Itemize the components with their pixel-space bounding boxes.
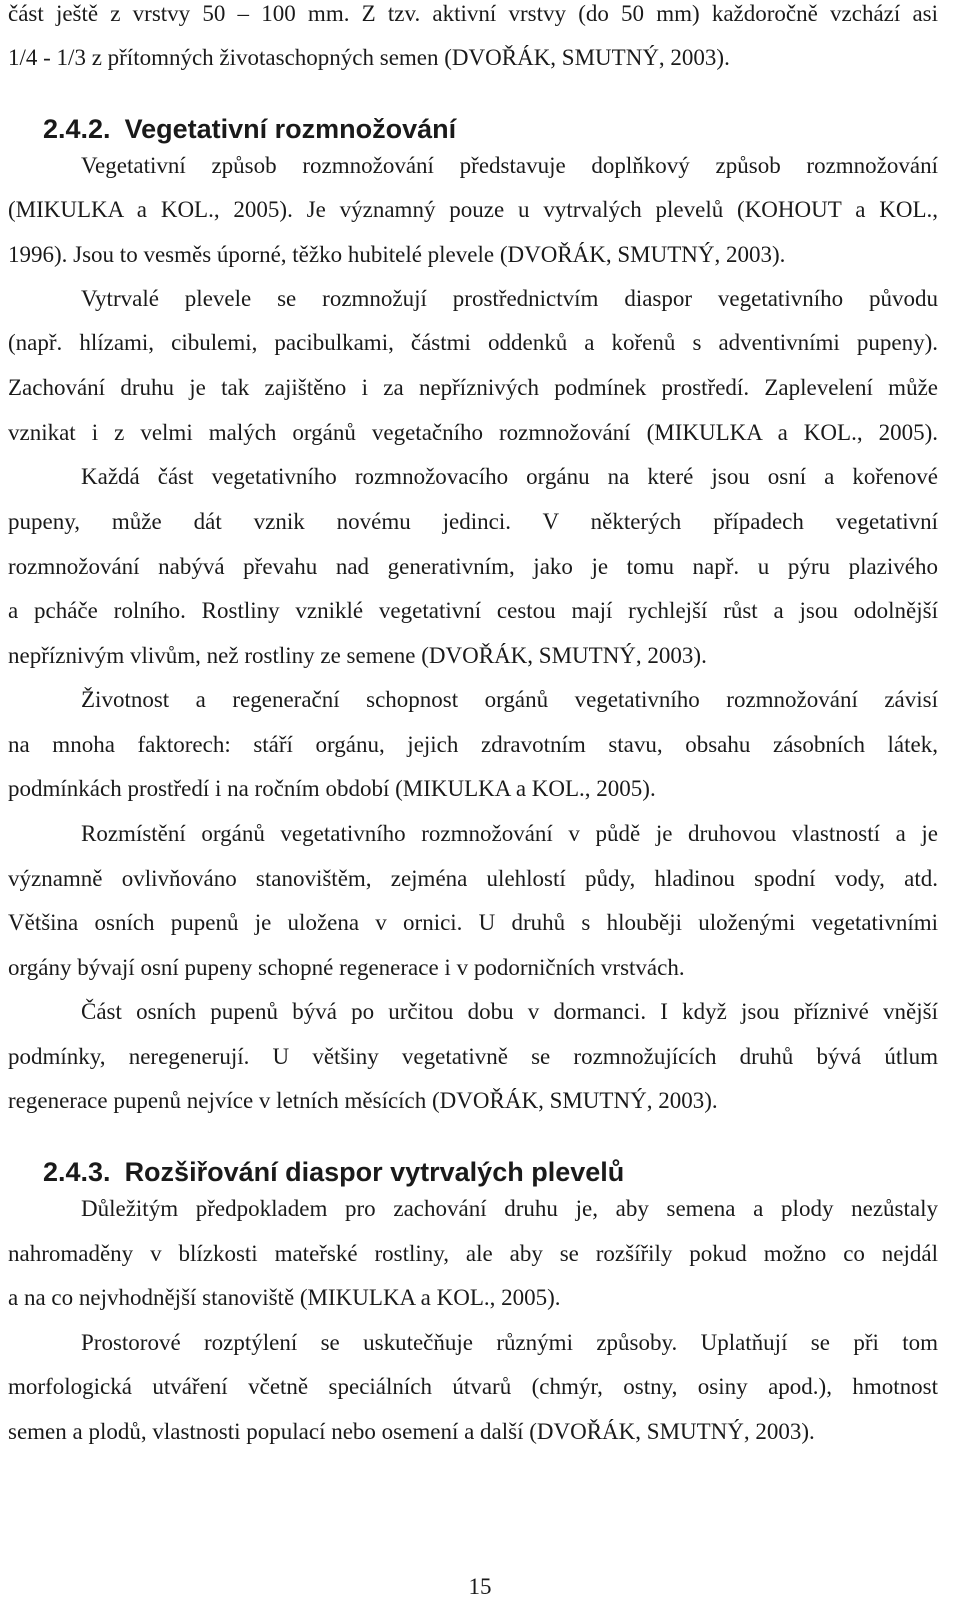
text-line: 1996). Jsou to vesměs úporné, těžko hubitelé plevele (DVOŘÁK, SMUTNÝ, 2003).: [8, 242, 786, 267]
section-heading-2-4-2: [43, 113, 456, 145]
text-line: podmínkách prostředí i na ročním období (MIKULKA a KOL., 2005).: [8, 776, 656, 801]
text-line: Zachování druhu je tak zajištěno i za nepříznivých podmínek prostředí. Zaplevelení může: [8, 375, 938, 400]
text-line: Důležitým předpokladem pro zachování druhu je, aby semena a plody nezůstaly: [81, 1196, 938, 1221]
text-line: morfologická utváření včetně speciálních útvarů (chmýr, ostny, osiny apod.), hmotnost: [8, 1374, 938, 1399]
text-line: vznikat i z velmi malých orgánů vegetačního rozmnožování (MIKULKA a KOL., 2005).: [8, 420, 938, 445]
text-line: pupeny, může dát vznik novému jedinci. V některých případech vegetativní: [8, 509, 938, 534]
heading-number: 2.4.2.: [43, 114, 111, 144]
text-line: rozmnožování nabývá převahu nad generativním, jako je tomu např. u pýru plazivého: [8, 554, 938, 579]
text-line: regenerace pupenů nejvíce v letních měsících (DVOŘÁK, SMUTNÝ, 2003).: [8, 1088, 718, 1113]
text-line: podmínky, neregenerují. U většiny vegetativně se rozmnožujících druhů bývá útlum: [8, 1044, 938, 1069]
text-line: Část osních pupenů bývá po určitou dobu v dormanci. I když jsou příznivé vnější: [81, 999, 938, 1024]
text-line: Vegetativní způsob rozmnožování představuje doplňkový způsob rozmnožování: [81, 153, 938, 178]
text-line: Vytrvalé plevele se rozmnožují prostřednictvím diaspor vegetativního původu: [81, 286, 938, 311]
heading-title: Rozšiřování diaspor vytrvalých plevelů: [124, 1157, 625, 1187]
text-line: Prostorové rozptýlení se uskutečňuje různými způsoby. Uplatňují se při tom: [81, 1330, 938, 1355]
text-line: nepříznivým vlivům, než rostliny ze semene (DVOŘÁK, SMUTNÝ, 2003).: [8, 643, 707, 668]
heading-number: 2.4.3.: [43, 1157, 111, 1187]
text-line: 1/4 - 1/3 z přítomných životaschopných semen (DVOŘÁK, SMUTNÝ, 2003).: [8, 45, 730, 70]
text-line: část ještě z vrstvy 50 – 100 mm. Z tzv. aktivní vrstvy (do 50 mm) každoročně vzchází asi: [8, 1, 938, 26]
text-line: Životnost a regenerační schopnost orgánů vegetativního rozmnožování závisí: [81, 687, 938, 712]
text-line: nahromaděny v blízkosti mateřské rostliny, ale aby se rozšířily pokud možno co nejdál: [8, 1241, 938, 1266]
heading-title: Vegetativní rozmnožování: [124, 114, 457, 144]
text-line: Většina osních pupenů je uložena v ornici. U druhů s hlouběji uloženými vegetativními: [8, 910, 938, 935]
text-line: a pcháče rolního. Rostliny vzniklé vegetativní cestou mají rychlejší růst a jsou odolnější: [8, 598, 938, 623]
text-line: Každá část vegetativního rozmnožovacího orgánu na které jsou osní a kořenové: [81, 464, 938, 489]
text-line: semen a plodů, vlastnosti populací nebo osemení a další (DVOŘÁK, SMUTNÝ, 2003).: [8, 1419, 815, 1444]
text-line: Rozmístění orgánů vegetativního rozmnožování v půdě je druhovou vlastností a je: [81, 821, 938, 846]
text-line: významně ovlivňováno stanovištěm, zejména ulehlostí půdy, hladinou spodní vody, atd.: [8, 866, 938, 891]
text-line: a na co nejvhodnější stanoviště (MIKULKA a KOL., 2005).: [8, 1285, 561, 1310]
text-line: na mnoha faktorech: stáří orgánu, jejich zdravotním stavu, obsahu zásobních látek,: [8, 732, 938, 757]
section-heading-2-4-3: [43, 1156, 624, 1188]
text-line: orgány bývají osní pupeny schopné regenerace i v podorničních vrstvách.: [8, 955, 685, 980]
text-line: (např. hlízami, cibulemi, pacibulkami, částmi oddenků a kořenů s adventivními pupeny).: [8, 330, 938, 355]
text-line: (MIKULKA a KOL., 2005). Je významný pouze u vytrvalých plevelů (KOHOUT a KOL.,: [8, 197, 938, 222]
page-number: 15: [468, 1574, 492, 1599]
